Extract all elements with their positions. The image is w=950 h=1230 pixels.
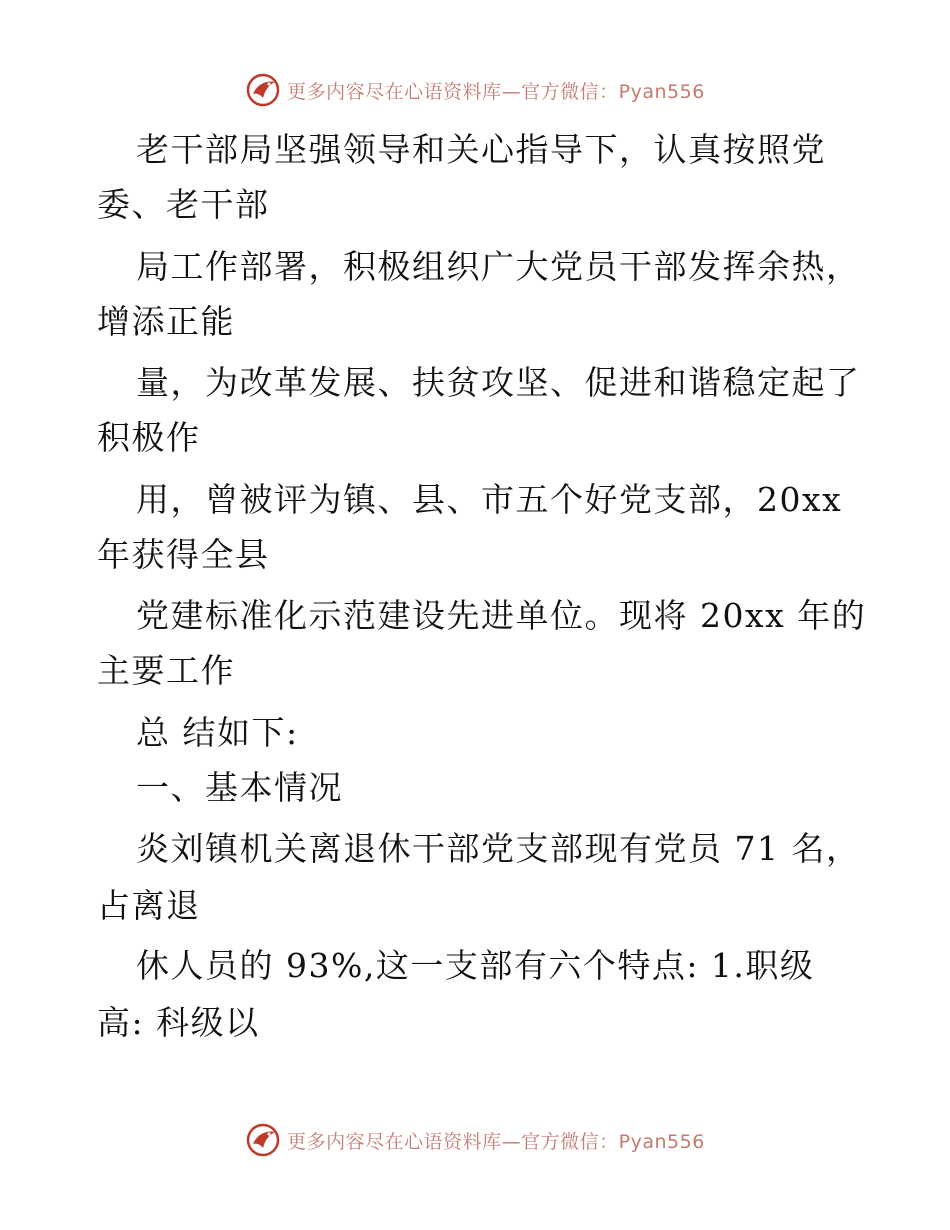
- red-bird-logo-icon: [245, 1122, 281, 1158]
- body-line: 老干部局坚强领导和关心指导下，认真按照党: [136, 130, 826, 169]
- body-line: 党建标准化示范建设先进单位。现将 20xx 年的: [136, 596, 867, 635]
- body-line: 委、老干部: [97, 185, 270, 224]
- body-line: 炎刘镇机关离退休干部党支部现有党员 71 名，: [136, 829, 861, 868]
- body-line: 休人员的 93%,这一支部有六个特点: 1.职级: [136, 946, 815, 985]
- body-line: 增添正能: [97, 302, 235, 341]
- body-line: 用，曾被评为镇、县、市五个好党支部，20xx: [136, 480, 843, 519]
- body-line: 主要工作: [97, 651, 235, 690]
- body-line: 年获得全县: [97, 535, 270, 574]
- body-line: 积极作: [97, 418, 201, 457]
- body-line: 局工作部署，积极组织广大党员干部发挥余热，: [136, 247, 861, 286]
- body-line: 量，为改革发展、扶贫攻坚、促进和谐稳定起了: [136, 363, 861, 402]
- header-watermark: [0, 70, 950, 110]
- footer-banner-text: 更多内容尽在心语资料库—官方微信：Pyan556: [287, 1130, 705, 1153]
- header-banner-text: 更多内容尽在心语资料库—官方微信：Pyan556: [287, 80, 705, 103]
- body-line: 高: 科级以: [97, 1003, 260, 1042]
- section-heading: 一、基本情况: [136, 768, 343, 807]
- footer-watermark: [0, 1120, 950, 1160]
- red-bird-logo-icon: [245, 72, 281, 108]
- body-line: 总 结如下:: [136, 713, 299, 752]
- body-line: 占离退: [97, 886, 201, 925]
